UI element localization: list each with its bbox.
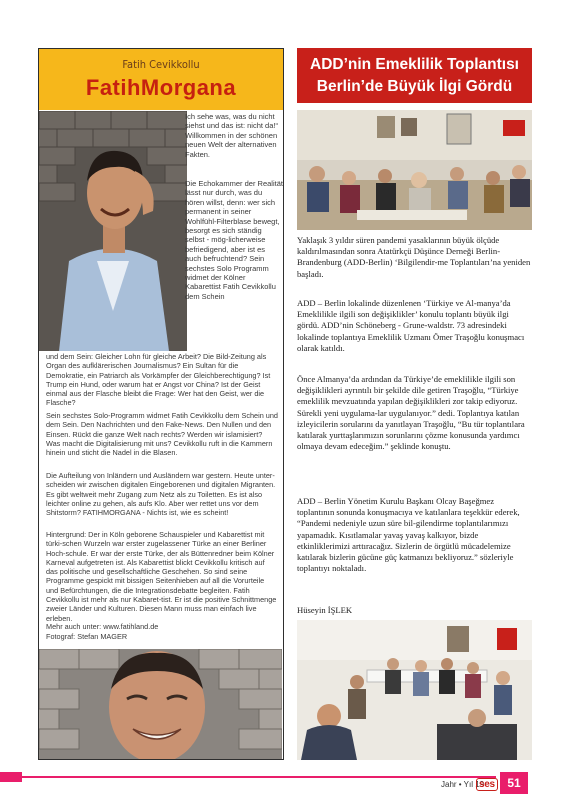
left-article <box>38 48 284 760</box>
body-paragraph: Önce Almanya’da ardından da Türkiye’de emeklilikle ilgili son değişiklikleri ayrıntılı bir şekilde dile getiren Traşoğlu, “Türkiye emeklilik mevzuatında yapılan değişiklikleri zor takip ediyoruz. Sürekli yeni uygulama-lar uygulanıyor.” dedi. Toplantıya katılan izleyicilerin sorularını da yanıtlayan Traşoğlu, “Bu tür toplantılara katılarak yurttaşlarımızın sorunlarını çözme konusunda yardımcı olmaya devam edeceğim.” şeklinde konuştu. <box>297 374 525 452</box>
issue-year: Jahr • Yıl 19 <box>441 780 485 789</box>
body-paragraph: Yaklaşık 3 yıldır süren pandemi yasaklarının büyük ölçüde kaldırılmasından sonra Atatürkçü Düşünce Derneği Berlin-Brandenburg (ADD-Berlin) ‘Bilgilendir-me Toplantıları’na yeniden başladı. <box>297 235 531 279</box>
article-title: FatihMorgana <box>85 75 237 100</box>
meeting-photo-speaker <box>297 620 532 760</box>
meeting-photo-audience <box>297 110 532 230</box>
body-paragraph: Die Aufteilung von Inländern und Ausländern war gestern. Heute unter-scheiden wir zwischen digitalen Eingeborenen und digitalen Migranten. Es gibt weltweit mehr Zugang zum Netz als zu Toiletten. Es ist also leichter online zu gehen, als aufs Klo. Aber wer rettet uns vor dem Shitstorm? FATIHMORGANA - Nichts ist, wie es scheint! <box>46 471 276 518</box>
body-paragraph: ADD – Berlin lokalinde düzenlenen ‘Türkiye ve Al-manya’da Emeklilikle ilgili son değişiklikler’ konulu toplantı büyük ilgi gördü. ADD’nin Schöneberg - Grune-waldstr. 73 adresindeki lokalinde toplantıya Emeklilik Uzmanı Ömer Traşoğlu konuşmacı olarak katıldı. <box>297 298 525 353</box>
author-name: Fatih Cevikkollu <box>122 58 200 71</box>
website-line: Mehr auch unter: www.fatihland.de <box>46 622 159 631</box>
body-paragraph: Sein sechstes Solo-Programm widmet Fatih Cevikkollu dem Schein und dem Sein. Den Nachrichten und den Fake-News. Den Nullen und den Einsen. Rückt die ganze Welt nach rechts? Werden wir islamisiert? Was macht die Digitalisierung mit uns? Cevikkollu ruft in die Kammern hinein und sticht die Nadel in die Blasen. <box>46 411 278 458</box>
headline-line-2: Berlin’de Büyük İlgi Gördü <box>316 78 513 95</box>
intro-paragraph: Die Echokammer der Realität lässt nur durch, was du hören willst, denn: wer sich permanent in seiner Wohlfühl-Filterblase bewegt, besorgt es sich ständig selbst - mög-licherweise befriedigend, aber ist es auch befruchtend? Sein sechstes Solo Programm widmet der Kölner Kabarettist Fatih Cevikkollu dem Schein <box>185 179 283 301</box>
left-header-banner <box>39 49 283 110</box>
photographer-credit: Fotograf: Stefan MAGER <box>46 632 128 641</box>
right-header-banner <box>297 48 532 103</box>
body-paragraph: Hintergrund: Der in Köln geborene Schauspieler und Kabarettist mit türki-schen Wurzeln war erster zugelassener Türke an einer Berliner Hoch-schule. Er war der erste Türke, der als Büttenredner beim Kölner Karneval aufgetreten ist. Als Kabarettist blickt Cevikkollu kritisch auf das politische und gesellschaftliche Geschehen. So sind seine Programme gespickt mit bissigen Seitenhieben auf all die Vorurteile und Befürchtungen, die die Integrationsdebatte begleiten. Fatih Cevikkollu ist mehr als nur Kabaret-tist. Er ist die positive Schnittmenge zweier Länder und Kulturen. Diesen Mann muss man einfach live erleben. <box>46 530 277 623</box>
page-number: 51 <box>500 772 528 794</box>
portrait-photo-laughing <box>39 111 187 351</box>
intro-paragraph: Ich sehe was, was du nicht siehst und das ist: nicht da!“ Willkommen in der schönen neuen Welt der alternativen Fakten. <box>185 112 278 159</box>
magazine-logo: ses <box>476 778 498 791</box>
headline-line-1: ADD’nin Emeklilik Toplantısı <box>310 56 519 73</box>
author-signature: Hüseyin İŞLEK <box>297 605 353 615</box>
body-paragraph: ADD – Berlin Yönetim Kurulu Başkanı Olcay Başeğmez toplantının sonunda konuşmacıya ve katılanlara teşekkür ederek, “Pandemi nedeniyle uzun süre bil-gilendirme toplantılarımızı yapamadık. Kısıtlamalar yavaş yavaş kalkıyor, bizde etkinliklerimizi arttıracağız. Sizlerin de örgütlü mücadelemize katılarak bizlerin gücüne güç katmanızı bekliyoruz.” sözleriyle toplantıyı noktaladı. <box>297 496 520 574</box>
footer-accent-bar <box>0 772 22 782</box>
footer-rule <box>22 776 496 778</box>
body-paragraph: und dem Sein: Gleicher Lohn für gleiche Arbeit? Die Bild-Zeitung als Organ des aufklärerischen Journalismus? Ein Sultan für die Demokratie, ein Patriarch als Vorkämpfer der Gleichberechtigung? Ist Trump ein Hund, oder warum hat er Angst vor China? Ist der Geist einmal aus der Flasche bleibt die Frage: Wer hat den Geist, wer die Flasche? <box>46 352 271 408</box>
portrait-photo-smiling <box>39 649 282 759</box>
